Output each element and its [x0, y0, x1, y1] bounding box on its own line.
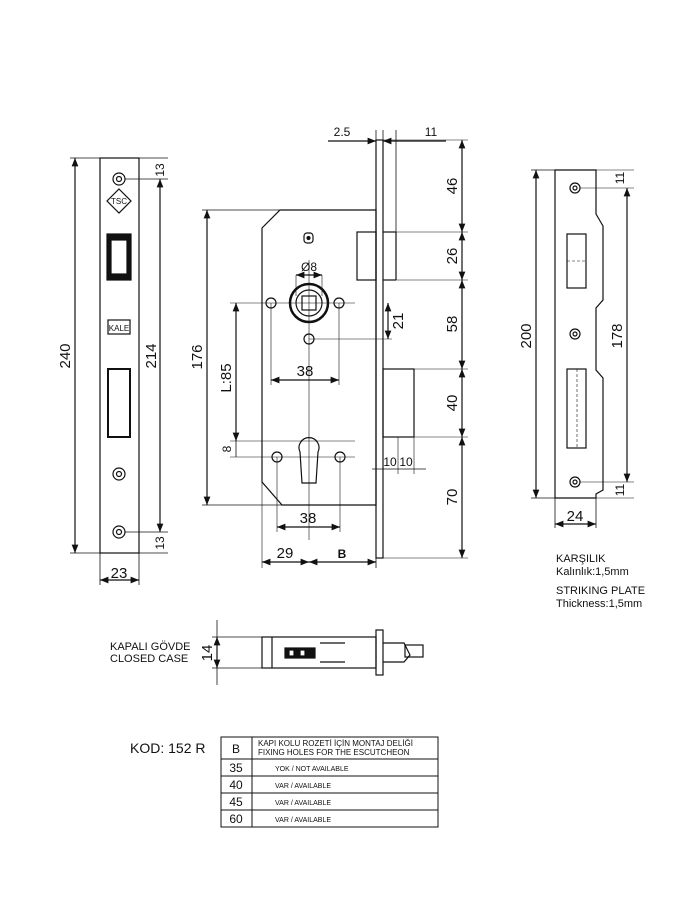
lock-case-outline — [262, 210, 376, 505]
striking-middle-hole-icon — [570, 329, 580, 339]
striking-plate-outline — [555, 170, 603, 498]
bolt-thickness-2-label: 10 — [399, 455, 413, 469]
table-header-en: FIXING HOLES FOR THE ESCUTCHEON — [258, 748, 410, 757]
latch-bolt — [357, 232, 376, 280]
closed-case-thickness-label: 14 — [199, 644, 216, 662]
striking-thickness-tr: Kalınlık:1,5mm — [556, 566, 629, 578]
product-code: KOD: 152 R — [130, 740, 206, 756]
front-plate-view — [70, 158, 168, 585]
front-plate-width-label: 23 — [110, 565, 128, 582]
dead-bolt — [383, 369, 414, 437]
closed-case-view — [212, 620, 423, 685]
front-plate-outline — [100, 158, 139, 553]
lock-body-view — [202, 130, 468, 568]
striking-height-label: 200 — [518, 323, 535, 349]
table-row-b: 45 — [229, 795, 243, 809]
follower-diameter-label: Ø8 — [300, 260, 318, 274]
striking-bottom-offset-label: 11 — [613, 483, 627, 497]
backset-label: B — [337, 547, 347, 561]
table-row-b: 35 — [229, 761, 243, 775]
table-row-value: YOK / NOT AVAILABLE — [275, 766, 349, 773]
striking-bottom-hole-icon — [570, 477, 580, 487]
back-offset-label: 29 — [276, 545, 294, 562]
table-row-value: VAR / AVAILABLE — [275, 783, 332, 790]
centre-distance-label: L:85 — [218, 363, 235, 393]
front-plate-top-offset-label: 13 — [153, 163, 167, 177]
kale-logo-text: KALE — [108, 324, 130, 333]
table-row-value: VAR / AVAILABLE — [275, 817, 332, 824]
closed-case-label-en: CLOSED CASE — [110, 653, 189, 665]
striking-title-en: STRIKING PLATE — [556, 585, 646, 597]
table-col-b-header: B — [231, 742, 241, 756]
lock-front-plate-side — [376, 140, 383, 558]
cylinder-offset-label: 8 — [220, 445, 234, 453]
plate-offset-label: 2.5 — [333, 125, 351, 139]
table-row-b: 60 — [229, 812, 243, 826]
front-plate-bottom-hole-icon — [113, 526, 125, 538]
bolt-height-label: 40 — [444, 394, 461, 412]
latch-to-bolt-label: 58 — [444, 315, 461, 333]
closed-case-body — [262, 637, 376, 668]
striking-thickness-en: Thickness:1,5mm — [556, 598, 643, 610]
table-row-value: VAR / AVAILABLE — [275, 800, 332, 807]
bolt-thickness-1-label: 10 — [383, 455, 397, 469]
table-header-tr: KAPI KOLU ROZETİ İÇİN MONTAJ DELİĞİ — [258, 739, 413, 748]
front-plate-height-label: 240 — [57, 343, 74, 369]
striking-bolt-opening — [567, 369, 586, 448]
bolt-from-bottom-label: 70 — [444, 488, 461, 506]
striking-hole-spacing-label: 178 — [609, 323, 626, 349]
front-plate-bottom-offset-label: 13 — [153, 536, 167, 550]
striking-title-tr: KARŞILIK — [556, 553, 606, 565]
table-row-b: 40 — [229, 778, 243, 792]
kale-logo — [108, 320, 130, 334]
front-plate-middle-hole-icon — [113, 468, 125, 480]
striking-top-offset-label: 11 — [613, 171, 627, 185]
front-plate-hole-spacing-label: 214 — [143, 343, 160, 369]
body-height-label: 176 — [189, 344, 206, 370]
striking-width-label: 24 — [566, 508, 584, 525]
front-plate-top-hole-icon — [113, 173, 125, 185]
fixing-offset-label: 21 — [390, 312, 407, 330]
fixing-spacing-top-label: 38 — [296, 363, 314, 380]
striking-top-hole-icon — [570, 183, 580, 193]
closed-case-label-tr: KAPALI GÖVDE — [110, 641, 191, 653]
tsc-logo — [107, 189, 131, 213]
tsc-logo-text: TSC — [111, 197, 127, 206]
latch-height-label: 26 — [444, 247, 461, 265]
top-slot-icon — [304, 233, 313, 243]
fixing-spacing-bottom-label: 38 — [299, 510, 317, 527]
front-plate-bolt-slot — [108, 369, 130, 437]
closed-case-front-plate — [376, 630, 383, 675]
latch-from-top-label: 46 — [444, 177, 461, 195]
bolt-projection-label: 11 — [424, 125, 438, 139]
